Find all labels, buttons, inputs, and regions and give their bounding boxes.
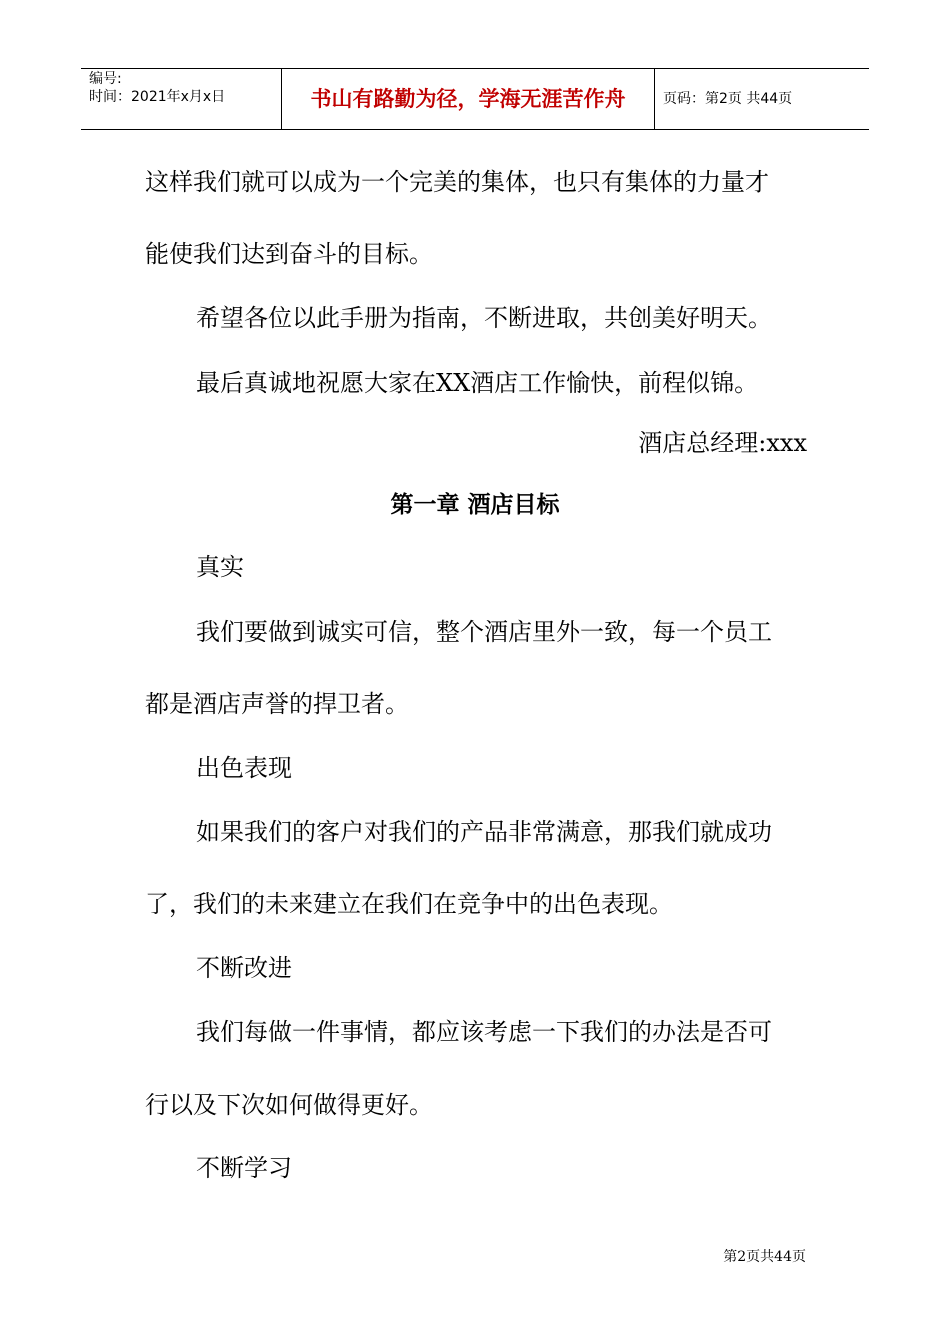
paragraph-line: 最后真诚地祝愿大家在XX酒店工作愉快，前程似锦。 (196, 369, 759, 397)
paragraph-line: 希望各位以此手册为指南，不断进取，共创美好明天。 (196, 304, 772, 332)
paragraph-line: 了，我们的未来建立在我们在竞争中的出色表现。 (145, 890, 673, 918)
signature: 酒店总经理:xxx (638, 429, 807, 457)
footer-page-number: 第2页共44页 (723, 1249, 806, 1265)
section-heading: 不断学习 (196, 1154, 292, 1182)
header-table (81, 68, 869, 130)
number-label: 编号: (89, 71, 122, 87)
chapter-title: 第一章 酒店目标 (390, 492, 560, 518)
paragraph-line: 这样我们就可以成为一个完美的集体，也只有集体的力量才 (145, 168, 769, 196)
date-label: 时间：2021年x月x日 (89, 89, 226, 105)
header-page-label: 页码：第2页 共44页 (663, 91, 793, 107)
paragraph-line: 我们要做到诚实可信，整个酒店里外一致，每一个员工 (196, 618, 772, 646)
section-heading: 真实 (196, 553, 244, 581)
paragraph-line: 都是酒店声誉的捍卫者。 (145, 690, 409, 718)
paragraph-line: 行以及下次如何做得更好。 (145, 1091, 433, 1119)
paragraph-line: 我们每做一件事情，都应该考虑一下我们的办法是否可 (196, 1018, 772, 1046)
section-heading: 出色表现 (196, 754, 292, 782)
section-heading: 不断改进 (196, 954, 292, 982)
paragraph-line: 能使我们达到奋斗的目标。 (145, 240, 433, 268)
header-meta-cell (81, 69, 282, 129)
motto: 书山有路勤为径，学海无涯苦作舟 (282, 69, 655, 129)
paragraph-line: 如果我们的客户对我们的产品非常满意，那我们就成功 (196, 818, 772, 846)
